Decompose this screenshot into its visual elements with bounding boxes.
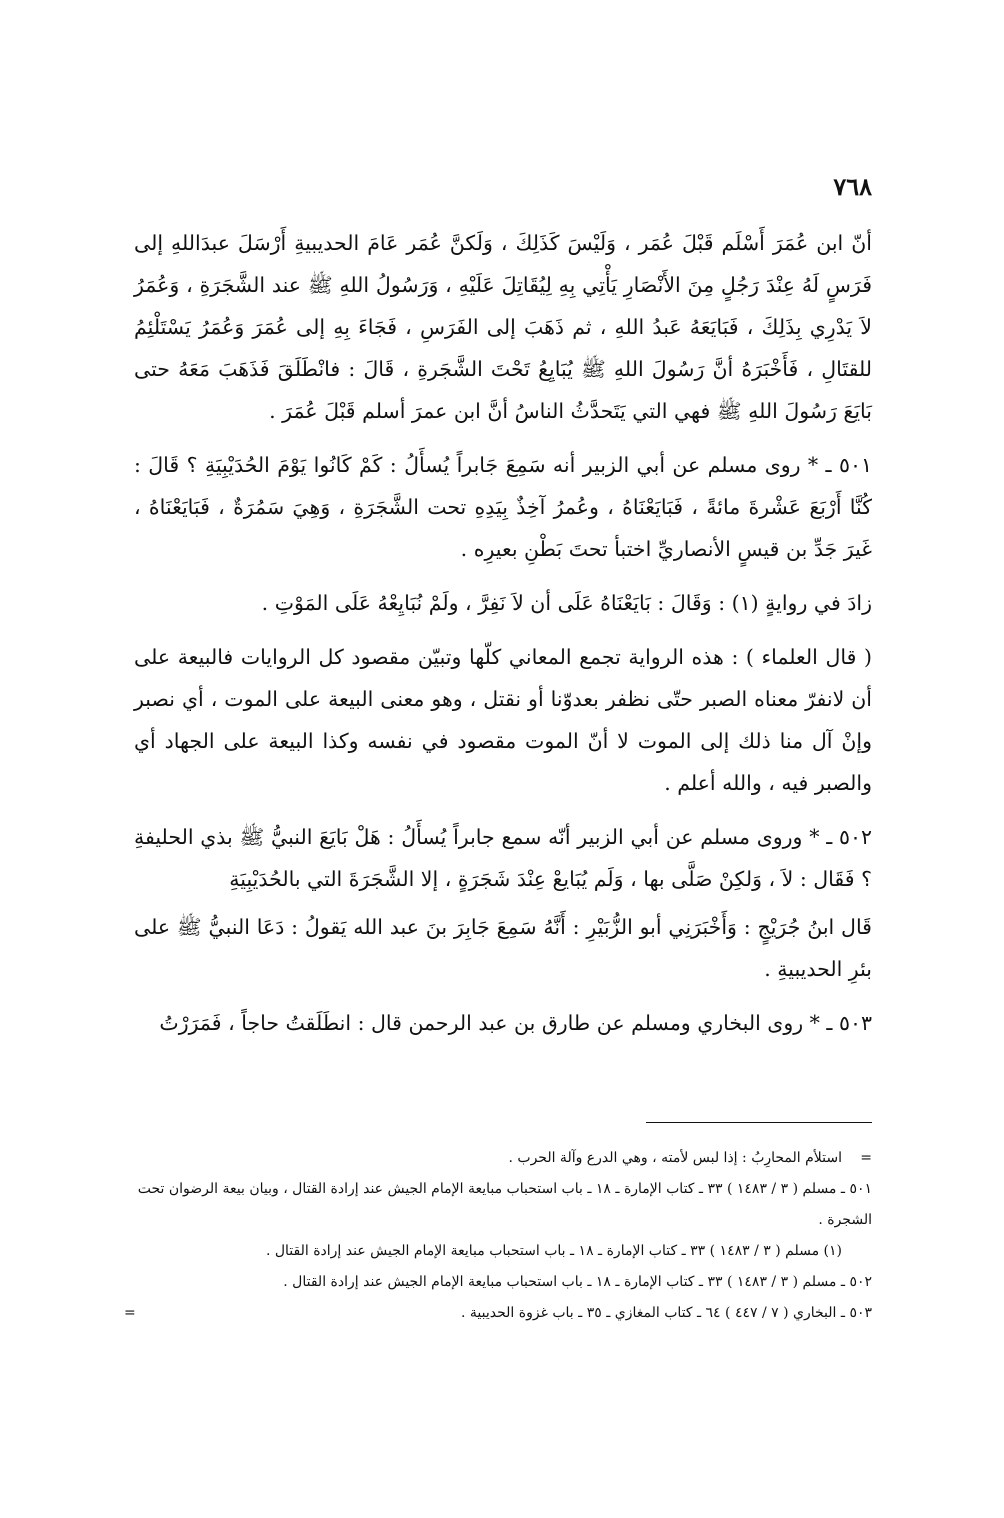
scholars-commentary: ( قال العلماء ) : هذه الرواية تجمع المعاني كلّها وتبيّن مقصود كل الروايات فالبيعة على أن لانفرّ معناه الصبر حتّى نظفر بعدوّنا أو نقتل ، وهو معنى البيعة على الموت ، أي نصبر وإنْ آل منا ذلك إلى الموت لا أنّ الموت مقصود في نفسه وكذا البيعة على الجهاد أي والصبر فيه ، والله أعلم . <box>134 645 872 795</box>
main-text <box>134 222 872 1056</box>
hadith-502: ٥٠٢ ـ * وروى مسلم عن أبي الزبير أنّه سمع جابراً يُسأَلُ : هَلْ بَايَعَ النبيُّ ﷺ بذي الحليفةِ ؟ فَقَال : لاَ ، وَلكِنْ صَلَّى بها ، وَلَم يُبَايعْ عِنْدَ شَجَرَةٍ ، إلا الشَّجَرَةَ التي بالحُدَيْبِيَةِ <box>134 825 872 891</box>
footnote-continuation <box>134 1143 872 1174</box>
footnote-502: ٥٠٢ ـ مسلم ( ٣ / ١٤٨٣ ) ٣٣ ـ كتاب الإمارة ـ ١٨ ـ باب استحباب مبايعة الإمام الجيش عند إرادة القتال . <box>283 1274 872 1290</box>
footnotes <box>124 1143 872 1329</box>
footnote-503-text: ٥٠٣ ـ البخاري ( ٧ / ٤٤٧ ) ٦٤ ـ كتاب المغازي ـ ٣٥ ـ باب غزوة الحديبية . <box>461 1305 872 1321</box>
footnote-divider <box>646 1122 872 1123</box>
continuation-marker: = <box>860 1150 872 1166</box>
paragraph-ibn-umar-story: أنّ ابن عُمَرَ أَسْلَم قَبْلَ عُمَر ، وَلَيْسَ كَذَلِكَ ، وَلَكنَّ عُمَر عَامَ الحديبيةِ أَرْسَلَ عبدَاللهِ إلى فَرَسٍ لَهُ عِنْدَ رَجُلٍ مِنَ الأَنْصَارِ يَأْتِي بِهِ لِيُقَاتِلَ عَلَيْهِ ، وَرَسُولُ اللهِ ﷺ عند الشَّجَرَةِ ، وَعُمَرُ لاَ يَدْرِي بِذَلِكَ ، فَبَايَعَهُ عَبدُ اللهِ ، ثم ذَهَبَ إلى الفَرَسِ ، فَجَاءَ بِهِ إلى عُمَرَ وَعُمَرُ يَسْتَلْئِمُ للقتَالِ ، فَأَخْبَرَهُ أنَّ رَسُولَ اللهِ ﷺ يُبَايِعُ تَحْتَ الشَّجَرةِ ، قَالَ : فانْطَلَقَ فَذَهَبَ مَعَهُ حتى بَايَعَ رَسُولَ اللهِ ﷺ فهي التي يَتَحدَّثُ الناسُ أنَّ ابن عمرَ أسلم قَبْلَ عُمَرَ . <box>134 231 872 423</box>
footnote-503 <box>124 1298 872 1329</box>
footnote-501: ٥٠١ ـ مسلم ( ٣ / ١٤٨٣ ) ٣٣ ـ كتاب الإمارة ـ ١٨ ـ باب استحباب مبايعة الإمام الجيش عند إرادة القتال ، وبيان بيعة الرضوان تحت الشجرة . <box>137 1181 872 1228</box>
footnote-continuation-text: استلأم المحارِبُ : إذا لبس لأمته ، وهي الدرع وآلة الحرب . <box>508 1150 842 1166</box>
page-number: ٧٦٨ <box>833 172 872 201</box>
ibn-jurayj-narration: قَال ابنُ جُرَيْجٍ : وَأَخْبَرَنِي أبو الزُّبَيْرِ : أَنَّهُ سَمِعَ جَابِرَ بنَ عبد الله يَقولُ : دَعَا النبيُّ ﷺ على بئرِ الحديبيةِ . <box>134 915 872 981</box>
continued-marker: = <box>124 1305 136 1321</box>
hadith-503-start: ٥٠٣ ـ * روى البخاري ومسلم عن طارق بن عبد الرحمن قال : انطَلَقتُ حاجاً ، فَمَرَرْتُ <box>159 1011 872 1035</box>
hadith-501-addition: زادَ في روايةٍ (١) : وَقَالَ : بَايَعْنَاهُ عَلَى أن لاَ نَفِرَّ ، ولَمْ نُبَايِعْهُ عَلَى المَوْتِ . <box>261 591 872 615</box>
footnote-1: (١) مسلم ( ٣ / ١٤٨٣ ) ٣٣ ـ كتاب الإمارة ـ ١٨ ـ باب استحباب مبايعة الإمام الجيش عند إرادة القتال . <box>265 1243 842 1259</box>
hadith-501: ٥٠١ ـ * روى مسلم عن أبي الزبير أنه سَمِعَ جَابراً يُسأَلُ : كَمْ كَانُوا يَوْمَ الحُدَيْبِيَةِ ؟ قَالَ : كُنَّا أَرْبَعَ عَشْرةَ مائةً ، فَبَايَعْنَاهُ ، وعُمرُ آخِذٌ بِيَدِهِ تحت الشَّجَرَةِ ، وَهِيَ سَمُرَةٌ ، فَبَايَعْنَاهُ ، غَيرَ جَدِّ بن قيسٍ الأنصاريِّ اختبأ تحتَ بَطْنِ بعيرِه . <box>134 453 872 561</box>
